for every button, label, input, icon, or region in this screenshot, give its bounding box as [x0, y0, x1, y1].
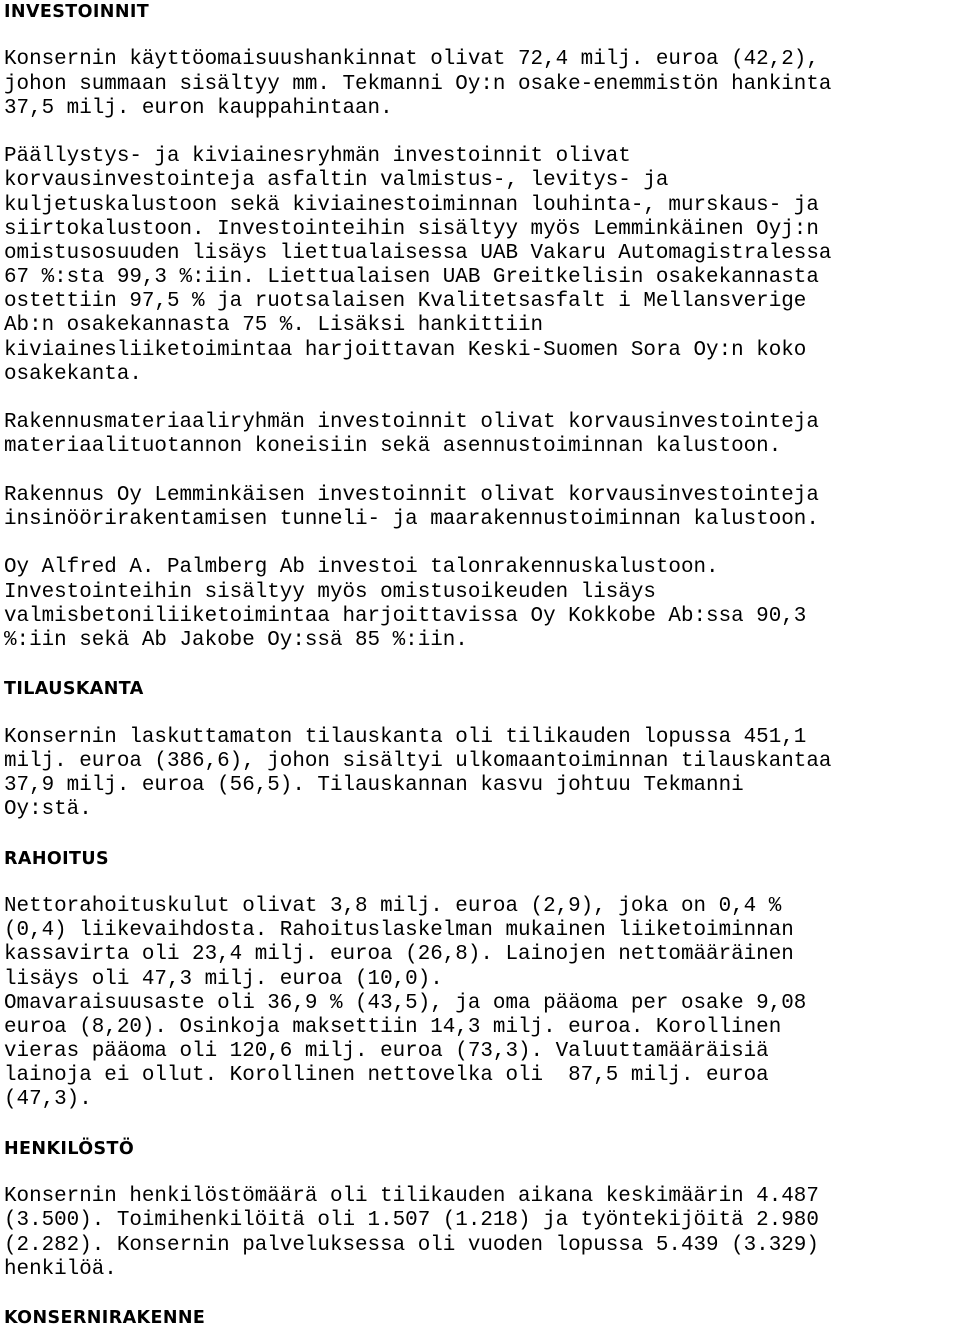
- text-line: milj. euroa (386,6), johon sisältyi ulkomaantoiminnan tilauskantaa: [4, 749, 832, 773]
- text-line: insinöörirakentamisen tunneli- ja maarakennustoiminnan kalustoon.: [4, 507, 819, 531]
- section-tilauskanta: [4, 677, 960, 822]
- text-line: Oy Alfred A. Palmberg Ab investoi talonrakennuskalustoon.: [4, 556, 719, 580]
- paragraph: [4, 556, 960, 653]
- section-heading: KONSERNIRAKENNE: [4, 1308, 206, 1329]
- text-line: henkilöä.: [4, 1257, 117, 1281]
- paragraph: [4, 1185, 960, 1282]
- text-line: materiaalituotannon koneisiin sekä asennustoiminnan kalustoon.: [4, 435, 782, 459]
- text-line: (47,3).: [4, 1088, 92, 1112]
- text-line: korvausinvestointeja asfaltin valmistus-, levitys- ja: [4, 169, 669, 193]
- paragraph: [4, 895, 960, 1113]
- section-henkilosto: [4, 1137, 960, 1282]
- section-heading: INVESTOINNIT: [4, 2, 150, 22]
- text-line: lisäys oli 47,3 milj. euroa (10,0).: [4, 967, 443, 991]
- spacer: [4, 871, 960, 895]
- text-line: %:iin sekä Ab Jakobe Oy:ssä 85 %:iin.: [4, 628, 468, 652]
- section-konsernirakenne: [4, 1306, 960, 1330]
- text-line: johon summaan sisältyy mm. Tekmanni Oy:n osake-enemmistön hankinta: [4, 72, 832, 96]
- paragraph: [4, 484, 960, 532]
- document-page: [4, 0, 960, 1330]
- spacer: [4, 1113, 960, 1137]
- section-heading: TILAUSKANTA: [4, 679, 144, 700]
- section-heading: RAHOITUS: [4, 848, 110, 869]
- section-investoinnit: [4, 0, 960, 653]
- text-line: Nettorahoituskulut olivat 3,8 milj. euroa (2,9), joka on 0,4 %: [4, 894, 782, 918]
- paragraph: [4, 145, 960, 387]
- section-heading: HENKILÖSTÖ: [4, 1138, 135, 1159]
- text-line: vieras pääoma oli 120,6 milj. euroa (73,3). Valuuttamääräisiä: [4, 1040, 769, 1064]
- text-line: 37,9 milj. euroa (56,5). Tilauskannan kasvu johtuu Tekmanni: [4, 774, 744, 798]
- spacer: [4, 1282, 960, 1306]
- text-line: omistusosuuden lisäys liettualaisessa UAB Vakaru Automagistralessa: [4, 241, 832, 265]
- text-line: siirtokalustoon. Investointeihin sisältyy myös Lemminkäinen Oyj:n: [4, 217, 819, 241]
- section-rahoitus: [4, 847, 960, 1113]
- text-line: Rakennus Oy Lemminkäisen investoinnit olivat korvausinvestointeja: [4, 483, 819, 507]
- spacer: [4, 387, 960, 411]
- text-line: kuljetuskalustoon sekä kiviainestoiminnan louhinta-, murskaus- ja: [4, 193, 819, 217]
- text-line: ostettiin 97,5 % ja ruotsalaisen Kvalitetsasfalt i Mellansverige: [4, 290, 807, 314]
- text-line: Päällystys- ja kiviainesryhmän investoinnit olivat: [4, 145, 631, 169]
- text-line: (3.500). Toimihenkilöitä oli 1.507 (1.218) ja työntekijöitä 2.980: [4, 1209, 819, 1233]
- text-line: Investointeihin sisältyy myös omistusoikeuden lisäys: [4, 580, 656, 604]
- text-line: Konsernin käyttöomaisuushankinnat olivat 72,4 milj. euroa (42,2),: [4, 48, 819, 72]
- spacer: [4, 701, 960, 725]
- spacer: [4, 460, 960, 484]
- text-line: Ab:n osakekannasta 75 %. Lisäksi hankittiin: [4, 314, 544, 338]
- paragraph: [4, 48, 960, 121]
- text-line: 67 %:sta 99,3 %:iin. Liettualaisen UAB Greitkelisin osakekannasta: [4, 266, 819, 290]
- text-line: euroa (8,20). Osinkoja maksettiin 14,3 milj. euroa. Korollinen: [4, 1015, 782, 1039]
- spacer: [4, 1161, 960, 1185]
- text-line: Rakennusmateriaaliryhmän investoinnit olivat korvausinvestointeja: [4, 411, 819, 435]
- text-line: kiviainesliiketoimintaa harjoittavan Keski-Suomen Sora Oy:n koko: [4, 338, 807, 362]
- spacer: [4, 653, 960, 677]
- spacer: [4, 532, 960, 556]
- text-line: osakekanta.: [4, 362, 142, 386]
- text-line: kassavirta oli 23,4 milj. euroa (26,8). Lainojen nettomääräinen: [4, 943, 794, 967]
- text-line: valmisbetoniliiketoimintaa harjoittavissa Oy Kokkobe Ab:ssa 90,3: [4, 604, 807, 628]
- text-line: (2.282). Konsernin palveluksessa oli vuoden lopussa 5.439 (3.329): [4, 1233, 819, 1257]
- spacer: [4, 822, 960, 846]
- spacer: [4, 24, 960, 48]
- text-line: lainoja ei ollut. Korollinen nettovelka oli 87,5 milj. euroa: [4, 1064, 769, 1088]
- text-line: Konsernin henkilöstömäärä oli tilikauden aikana keskimäärin 4.487: [4, 1185, 819, 1209]
- text-line: Oy:stä.: [4, 798, 92, 822]
- paragraph: [4, 411, 960, 459]
- text-line: Konsernin laskuttamaton tilauskanta oli tilikauden lopussa 451,1: [4, 725, 807, 749]
- spacer: [4, 121, 960, 145]
- text-line: 37,5 milj. euron kauppahintaan.: [4, 96, 393, 120]
- text-line: (0,4) liikevaihdosta. Rahoituslaskelman mukainen liiketoiminnan: [4, 919, 794, 943]
- paragraph: [4, 726, 960, 823]
- text-line: Omavaraisuusaste oli 36,9 % (43,5), ja oma pääoma per osake 9,08: [4, 991, 807, 1015]
